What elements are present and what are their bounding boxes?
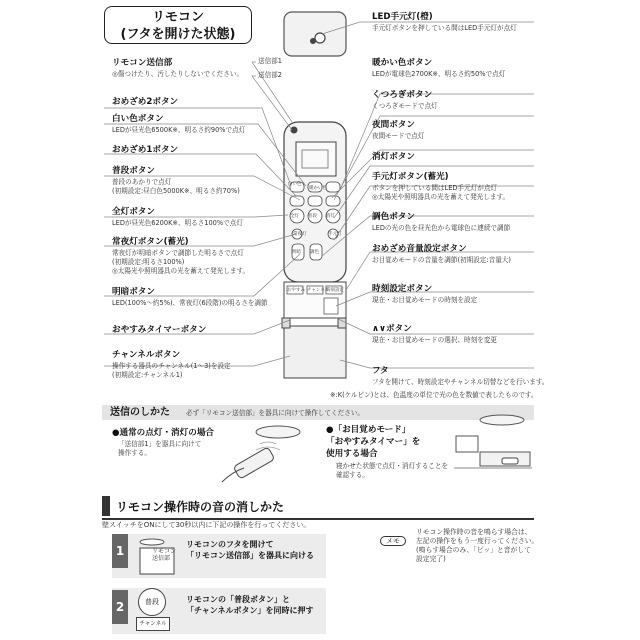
remote-label-bright: 明暗 bbox=[292, 250, 301, 255]
desc-relax: くつろぎモードで点灯 bbox=[372, 102, 438, 110]
desc-dimmer: LED(100%〜約5%)、常夜灯(6段階)の明るさを調節 bbox=[112, 299, 268, 307]
label-clock: 時刻設定ボタン bbox=[372, 284, 433, 294]
label-cover: フタ bbox=[372, 366, 389, 376]
desc-daily: 普段のあかりで点灯 (初期設定:昼白色5000K※、明るさ約70%) bbox=[112, 178, 240, 195]
step2-channel-label: チャンネル bbox=[139, 621, 167, 627]
desc-nightlight: 常夜灯が明暗ボタンで調節した明るさで点灯 (初期設定:明るさ100%) ◎太陽光や照明器具の光を蓄えて発光します。 bbox=[112, 249, 250, 275]
send-normal-desc: 「送信部1」を器具に向けて 操作する。 bbox=[118, 440, 202, 457]
desc-white: LEDが昼光色6500K※、明るさ約90%で点灯 bbox=[112, 126, 246, 134]
send-heading: 送信のしかた bbox=[110, 407, 170, 418]
label-relax: くつろぎボタン bbox=[372, 90, 433, 100]
desc-updown: 現在・お目覚めモードの選択、時刻を変更 bbox=[372, 336, 498, 344]
desc-transmitter: ◎傷つけたり、汚したりしないでください。 bbox=[112, 70, 244, 78]
desc-warm: LEDが電球色2700K※、明るさ約50%で点灯 bbox=[372, 70, 506, 78]
remote-label-full: 全灯 bbox=[290, 214, 299, 219]
label-transmitter: リモコン送信部 bbox=[112, 58, 173, 68]
label-dimmer: 明暗ボタン bbox=[112, 287, 155, 297]
send-normal-title: ●通常の点灯・消灯の場合 bbox=[112, 428, 215, 438]
label-off: 消灯ボタン bbox=[372, 152, 415, 162]
remote-label-color: 調色 bbox=[310, 250, 319, 255]
desc-full: LEDが昼光色6200K※、明るさ100%で点灯 bbox=[112, 219, 243, 227]
sound-heading: リモコン操作時の音の消しかた bbox=[116, 500, 285, 514]
footnote: ※:K(ケルビン)とは、色温度の単位で光の色を数値で表したものです。 bbox=[330, 391, 538, 399]
step1-text: リモコンのフタを開けて 「リモコン送信部」を器具に向ける bbox=[186, 540, 314, 560]
send-heading-note: 必ず「リモコン送信部」を器具に向けて操作してください。 bbox=[186, 409, 365, 417]
remote-label-night: 常夜灯 bbox=[293, 232, 307, 237]
label-handlight: 手元灯ボタン(蓄光) bbox=[372, 172, 449, 182]
label-warm: 暖かい色ボタン bbox=[372, 58, 433, 68]
send-wake-illustration bbox=[450, 412, 534, 478]
step1-icon-label: リモコン 送信部 bbox=[152, 548, 177, 562]
desc-led-hand: 手元灯ボタンを押している間はLED手元灯が点灯 bbox=[372, 24, 517, 32]
label-wake-volume: おめざめ音量設定ボタン bbox=[372, 244, 467, 254]
send-wake-desc: 寝かせた状態で点灯・消灯することを 確認する。 bbox=[336, 462, 449, 479]
step1-number: 1 bbox=[112, 534, 128, 568]
label-wake1: おめざめ1ボタン bbox=[112, 145, 179, 155]
remote-label-off: 消灯 bbox=[326, 214, 335, 219]
label-nightlight: 常夜灯ボタン(蓄光) bbox=[112, 237, 189, 247]
step2-number: 2 bbox=[112, 590, 128, 624]
section-bar-icon bbox=[102, 496, 110, 516]
label-channel: チャンネルボタン bbox=[112, 350, 181, 360]
label-full: 全灯ボタン bbox=[112, 207, 155, 217]
label-color: 調色ボタン bbox=[372, 212, 415, 222]
send-part1-tag: 送信部1 bbox=[258, 57, 282, 65]
memo-tag bbox=[380, 528, 406, 547]
label-updown: ∧∨ボタン bbox=[372, 324, 412, 334]
step2-channel-button-icon bbox=[136, 617, 170, 631]
label-night: 夜間ボタン bbox=[372, 120, 415, 130]
step2-text: リモコンの「普段ボタン」と 「チャンネルボタン」を同時に押す bbox=[186, 595, 314, 615]
remote-label-clock: 時刻設定 bbox=[326, 288, 344, 293]
remote-label-channel: チャンネル bbox=[307, 288, 330, 293]
desc-cover: フタを開けて、時刻設定やチャンネル切替などを行います。 bbox=[372, 378, 549, 386]
step2-daily-label: 普段 bbox=[145, 598, 159, 606]
send-normal-illustration bbox=[220, 420, 310, 490]
title-line2: (フタを開けた状態) bbox=[120, 27, 236, 42]
remote-label-hand: 手元灯 bbox=[328, 232, 342, 237]
send-wake-title: ●「お目覚めモード」 「おやすみタイマー」を 使用する場合 bbox=[326, 425, 421, 459]
desc-clock: 現在・お目覚めモードの時刻を設定 bbox=[372, 296, 478, 304]
desc-wake-volume: お目覚めモードの音量を調節(初期設定:音量大) bbox=[372, 256, 511, 264]
label-sleep-timer: おやすみタイマーボタン bbox=[112, 325, 207, 335]
desc-night: 夜間モードで点灯 bbox=[372, 132, 425, 140]
label-daily: 普段ボタン bbox=[112, 166, 155, 176]
remote-label-daily: 普段 bbox=[308, 214, 317, 219]
label-led-hand: LED手元灯(橙) bbox=[372, 12, 433, 22]
title-line1: リモコン bbox=[151, 10, 204, 25]
send-part2-tag: 送信部2 bbox=[258, 71, 282, 79]
desc-handlight: ボタンを押している間はLED手元灯が点灯 ◎太陽光や照明器具の光を蓄えて発光します。 bbox=[372, 184, 510, 201]
sound-intro: 壁スイッチをONにして30秒以内に下記の操作を行ってください。 bbox=[102, 521, 311, 529]
memo-tag-label: メモ bbox=[380, 536, 406, 546]
label-wake2: おめざめ2ボタン bbox=[112, 97, 179, 107]
remote-label-timer: おやすみ bbox=[287, 288, 305, 293]
remote-label-warm: 暖かい色 bbox=[309, 186, 327, 191]
desc-channel: 操作する器具のチャンネル(1〜3)を設定 (初期設定:チャンネル1) bbox=[112, 362, 231, 379]
remote-label-white: 白い色 bbox=[288, 182, 302, 187]
memo-text: リモコン操作時の音を鳴らす場合は、 左記の操作をもう一度行ってください。 (鳴らす場合のみ、「ピッ」と音がして 設定完了) bbox=[416, 528, 539, 563]
step2-daily-button-icon bbox=[138, 588, 166, 616]
desc-color: LEDの光の色を昼光色から電球色に連続で調節 bbox=[372, 224, 511, 232]
label-white: 白い色ボタン bbox=[112, 114, 164, 124]
